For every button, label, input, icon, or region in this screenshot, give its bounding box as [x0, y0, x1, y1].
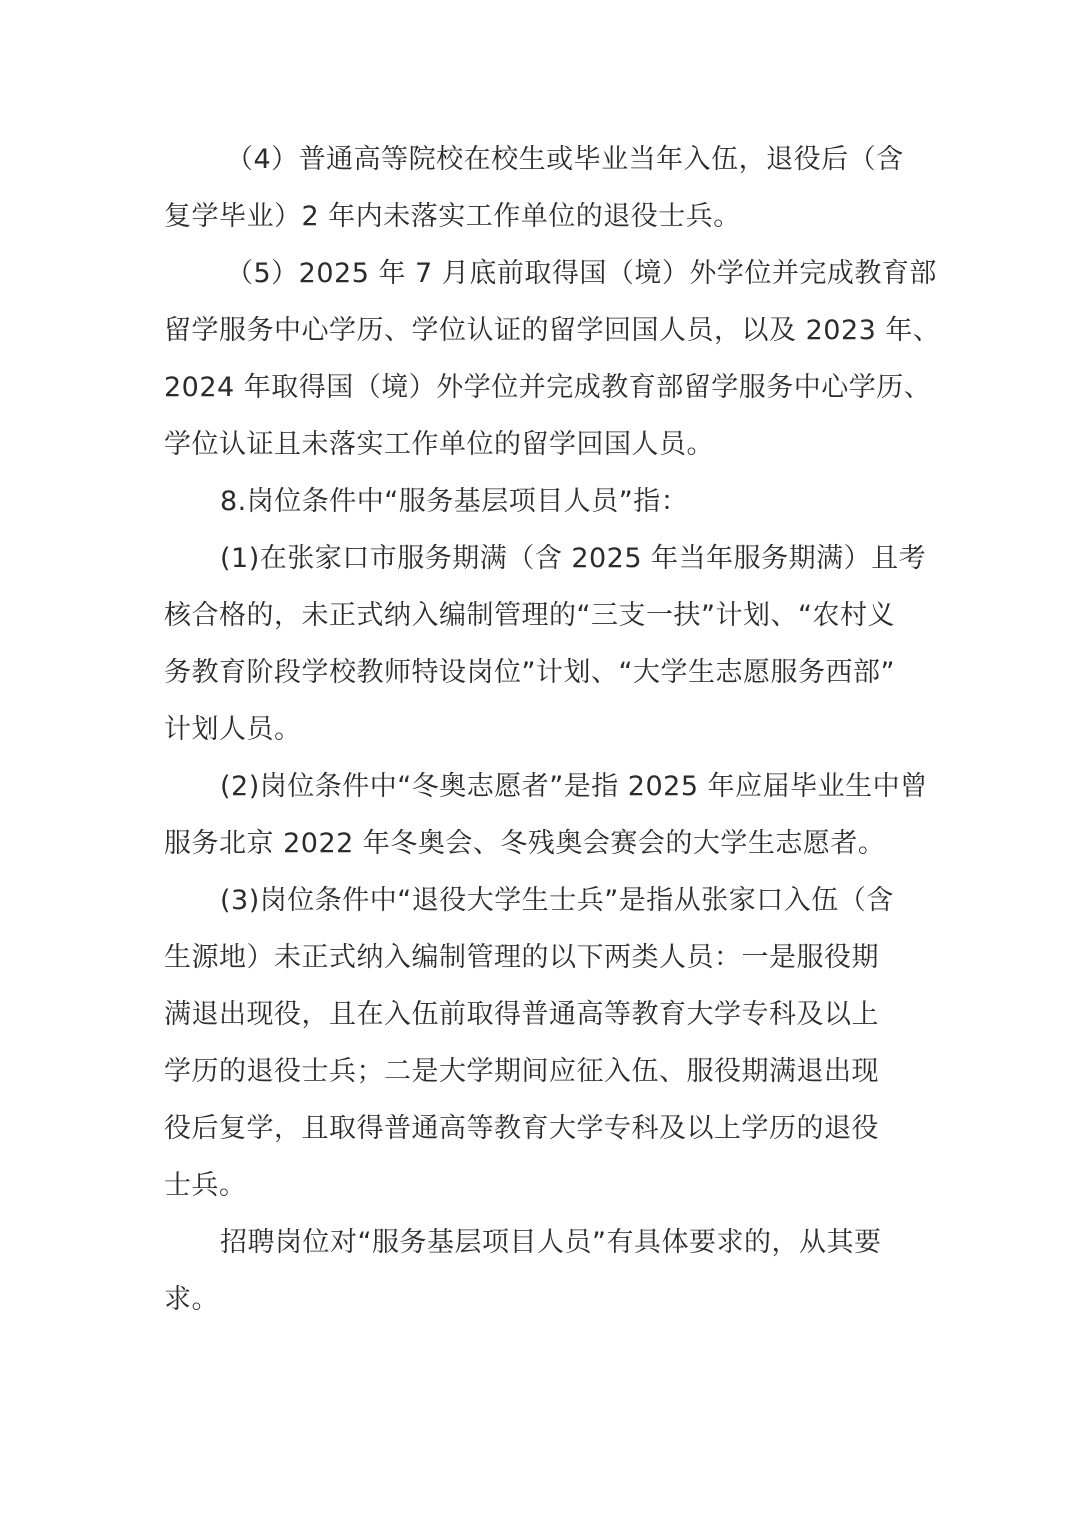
paragraph-8-1-line-4: 计划人员。 [164, 714, 302, 745]
section-8-heading: 8.岗位条件中“服务基层项目人员”指： [220, 486, 689, 517]
paragraph-8-1-line-3: 务教育阶段学校教师特设岗位”计划、“大学生志愿服务西部” [164, 657, 895, 688]
paragraph-8-3-line-4: 学历的退役士兵；二是大学期间应征入伍、服役期满退出现 [164, 1056, 879, 1087]
paragraph-8-3-line-2: 生源地）未正式纳入编制管理的以下两类人员：一是服役期 [164, 942, 879, 973]
paragraph-5-line-2: 留学服务中心学历、学位认证的留学回国人员，以及 2023 年、 [164, 315, 941, 346]
paragraph-4-line-2: 复学毕业）2 年内未落实工作单位的退役士兵。 [164, 201, 741, 232]
paragraph-8-3-line-3: 满退出现役，且在入伍前取得普通高等教育大学专科及以上 [164, 999, 879, 1030]
paragraph-8-3-line-6: 士兵。 [164, 1170, 247, 1201]
paragraph-5-line-3: 2024 年取得国（境）外学位并完成教育部留学服务中心学历、 [164, 372, 932, 403]
paragraph-5-line-1: （5）2025 年 7 月底前取得国（境）外学位并完成教育部 [226, 258, 937, 289]
paragraph-8-2-line-1: (2)岗位条件中“冬奥志愿者”是指 2025 年应届毕业生中曾 [220, 771, 928, 802]
paragraph-8-1-line-1: (1)在张家口市服务期满（含 2025 年当年服务期满）且考 [220, 543, 927, 574]
paragraph-4-line-1: （4）普通高等院校在校生或毕业当年入伍，退役后（含 [226, 144, 904, 175]
paragraph-8-2-line-2: 服务北京 2022 年冬奥会、冬残奥会赛会的大学生志愿者。 [164, 828, 886, 859]
closing-paragraph-line-2: 求。 [164, 1284, 219, 1315]
paragraph-8-3-line-1: (3)岗位条件中“退役大学生士兵”是指从张家口入伍（含 [220, 885, 894, 916]
closing-paragraph-line-1: 招聘岗位对“服务基层项目人员”有具体要求的，从其要 [220, 1227, 882, 1258]
paragraph-8-3-line-5: 役后复学，且取得普通高等教育大学专科及以上学历的退役 [164, 1113, 879, 1144]
paragraph-8-1-line-2: 核合格的，未正式纳入编制管理的“三支一扶”计划、“农村义 [164, 600, 895, 631]
paragraph-5-line-4: 学位认证且未落实工作单位的留学回国人员。 [164, 429, 714, 460]
